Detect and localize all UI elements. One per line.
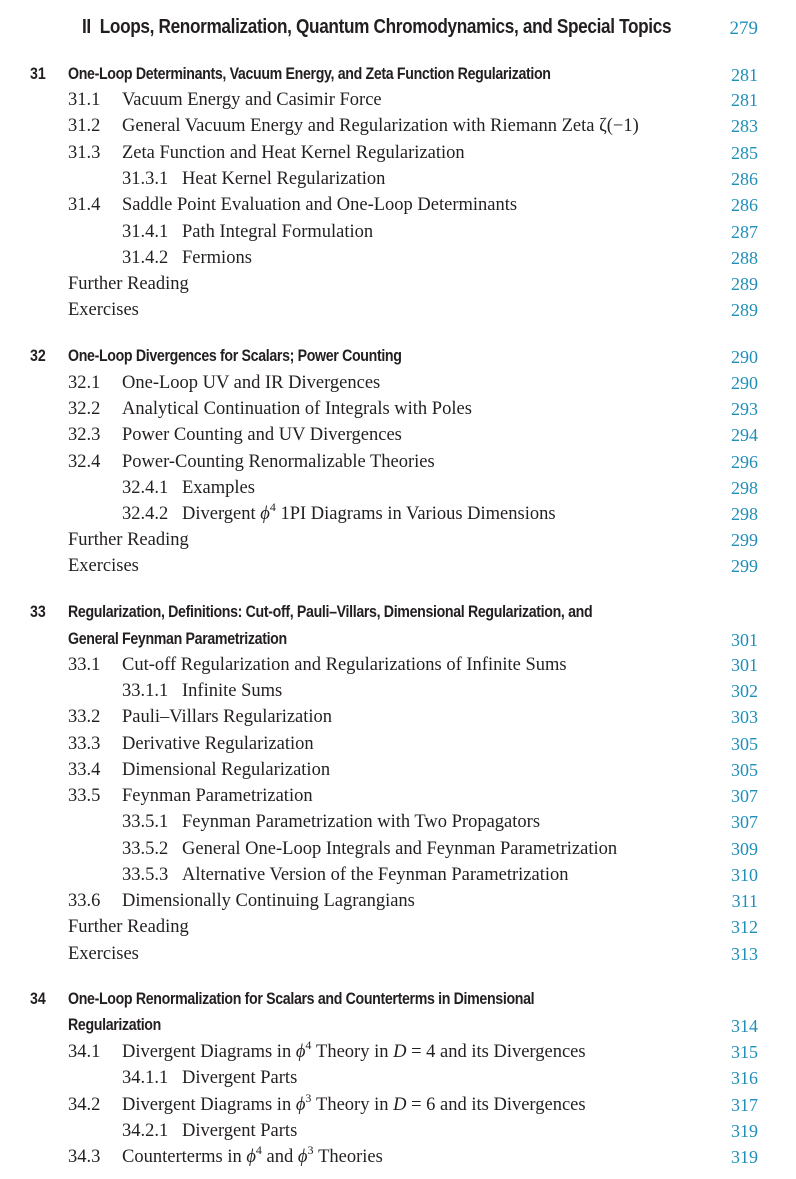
toc-entry[interactable] (0, 1068, 796, 1094)
page-number: 293 (731, 399, 758, 419)
chapter-title-line-1[interactable]: Regularization, Definitions: Cut-off, Pauli–Villars, Dimensional Regularization, and (68, 603, 593, 621)
section-number: 31.3 (68, 143, 101, 163)
section-number: 31.1 (68, 90, 101, 110)
section-number: 32.2 (68, 399, 101, 419)
entry-title: Exercises (68, 556, 139, 576)
section-number: 31.2 (68, 116, 101, 136)
part-label: II Loops, Renormalization, Quantum Chromodynamics, and Special Topics (82, 16, 672, 38)
chapter-page-number[interactable]: 290 (731, 347, 758, 367)
subsection-number: 33.5.2 (122, 839, 169, 859)
chapter-number: 33 (30, 603, 46, 621)
toc-entry[interactable] (0, 169, 796, 195)
toc-entry-exercises[interactable] (0, 944, 796, 970)
page-number: 319 (731, 1147, 758, 1167)
section-title: Power Counting and UV Divergences (122, 425, 402, 445)
page-number: 311 (731, 891, 758, 911)
page-number: 298 (731, 478, 758, 498)
chapter-title[interactable]: One-Loop Divergences for Scalars; Power Counting (68, 347, 402, 365)
subsection-title: Path Integral Formulation (182, 222, 374, 242)
subsection-number: 34.2.1 (122, 1121, 169, 1141)
toc-entry[interactable] (0, 760, 796, 786)
toc-entry[interactable] (0, 681, 796, 707)
section-title: Divergent Diagrams in $\phi^3$ Theory in D = 6 and its Divergences (122, 1091, 586, 1115)
section-title: Power-Counting Renormalizable Theories (122, 452, 435, 472)
section-number: 34.2 (68, 1095, 101, 1115)
section-title: Derivative Regularization (122, 734, 314, 754)
page-number: 305 (731, 760, 758, 780)
chapter-page-number[interactable]: 281 (731, 65, 758, 85)
page-number: 307 (731, 812, 758, 832)
section-title: Pauli–Villars Regularization (122, 707, 333, 727)
section-title: One-Loop UV and IR Divergences (122, 373, 381, 393)
subsection-title: Heat Kernel Regularization (182, 169, 386, 189)
section-title: Saddle Point Evaluation and One-Loop Determinants (122, 195, 518, 215)
section-number: 33.1 (68, 655, 101, 675)
chapter-number: 34 (30, 990, 46, 1008)
section-title: Zeta Function and Heat Kernel Regularization (122, 143, 465, 163)
page-number: 305 (731, 734, 758, 754)
subsection-number: 31.4.2 (122, 248, 169, 268)
page-number: 313 (731, 944, 758, 964)
page-number: 299 (731, 530, 758, 550)
page-number: 307 (731, 786, 758, 806)
subsection-title: Alternative Version of the Feynman Parametrization (182, 865, 569, 885)
toc-entry[interactable] (0, 478, 796, 504)
section-number: 33.3 (68, 734, 101, 754)
page-number: 286 (731, 195, 758, 215)
section-title: Divergent Diagrams in $\phi^4$ Theory in D = 4 and its Divergences (122, 1038, 586, 1062)
page-number: 294 (731, 425, 758, 445)
page-number: 287 (731, 222, 758, 242)
toc-entry[interactable] (0, 812, 796, 838)
page-number: 285 (731, 143, 758, 163)
page-number: 316 (731, 1068, 758, 1088)
page-number: 289 (731, 300, 758, 320)
page-number: 286 (731, 169, 758, 189)
section-number: 33.2 (68, 707, 101, 727)
section-number: 34.3 (68, 1147, 101, 1167)
chapter-title[interactable]: One-Loop Determinants, Vacuum Energy, and Zeta Function Regularization (68, 65, 551, 83)
section-title: Feynman Parametrization (122, 786, 313, 806)
section-number: 33.5 (68, 786, 101, 806)
chapter-number: 31 (30, 65, 46, 83)
toc-entry-exercises[interactable] (0, 300, 796, 326)
toc-entry-further-reading[interactable] (0, 274, 796, 300)
subsection-number: 34.1.1 (122, 1068, 169, 1088)
page-number: 301 (731, 655, 758, 675)
toc-entry[interactable] (0, 143, 796, 169)
page-number: 302 (731, 681, 758, 701)
toc-entry[interactable] (0, 891, 796, 917)
subsection-title: Fermions (182, 248, 252, 268)
chapter-number: 32 (30, 347, 46, 365)
page-number: 281 (731, 90, 758, 110)
subsection-title: Divergent Parts (182, 1068, 298, 1088)
subsection-number: 31.4.1 (122, 222, 169, 242)
toc-entry[interactable] (0, 116, 796, 142)
section-number: 31.4 (68, 195, 101, 215)
subsection-title: Infinite Sums (182, 681, 283, 701)
toc-entry-further-reading[interactable] (0, 530, 796, 556)
entry-title: Further Reading (68, 530, 189, 550)
toc-entry[interactable] (0, 399, 796, 425)
page-number: 303 (731, 707, 758, 727)
toc-entry[interactable] (0, 90, 796, 116)
section-title: General Vacuum Energy and Regularization with Riemann Zeta ζ(−1) (122, 116, 639, 136)
page-number: 319 (731, 1121, 758, 1141)
toc-entry[interactable] (0, 248, 796, 274)
page-number: 312 (731, 917, 758, 937)
entry-title: Further Reading (68, 274, 189, 294)
section-number: 34.1 (68, 1042, 101, 1062)
section-number: 32.4 (68, 452, 101, 472)
toc-entry[interactable] (0, 195, 796, 221)
page-number: 309 (731, 839, 758, 859)
toc-entry[interactable] (0, 1038, 796, 1068)
toc-entry[interactable] (0, 1143, 796, 1173)
entry-title: Further Reading (68, 917, 189, 937)
section-title: Dimensional Regularization (122, 760, 331, 780)
section-title: Analytical Continuation of Integrals with Poles (122, 399, 472, 419)
page-number: 290 (731, 373, 758, 393)
subsection-number: 32.4.2 (122, 504, 169, 524)
page-number: 296 (731, 452, 758, 472)
toc-entry[interactable] (0, 425, 796, 451)
page-number: 298 (731, 504, 758, 524)
toc-entry[interactable] (0, 786, 796, 812)
subsection-number: 32.4.1 (122, 478, 169, 498)
chapter-page-number[interactable]: 314 (731, 1016, 758, 1036)
section-title: Counterterms in $\phi^4$ and $\phi^3$ Theories (122, 1143, 383, 1167)
section-number: 33.6 (68, 891, 101, 911)
entry-title: Exercises (68, 944, 139, 964)
section-number: 32.3 (68, 425, 101, 445)
chapter-title-line-1[interactable]: One-Loop Renormalization for Scalars and Counterterms in Dimensional (68, 990, 535, 1008)
toc-entry[interactable] (0, 839, 796, 865)
page-number: 288 (731, 248, 758, 268)
subsection-number: 33.5.3 (122, 865, 169, 885)
page-number: 299 (731, 556, 758, 576)
section-number: 32.1 (68, 373, 101, 393)
section-title: Cut-off Regularization and Regularizations of Infinite Sums (122, 655, 567, 675)
chapter-page-number[interactable]: 301 (731, 630, 758, 650)
chapter-title-line-2[interactable]: General Feynman Parametrization (68, 630, 287, 648)
entry-title: Exercises (68, 300, 139, 320)
toc-entry[interactable] (0, 865, 796, 891)
page-number: 315 (731, 1042, 758, 1062)
subsection-number: 33.5.1 (122, 812, 169, 832)
toc-entry[interactable] (0, 373, 796, 399)
toc-entry-exercises[interactable] (0, 556, 796, 582)
toc-entry[interactable] (0, 452, 796, 478)
toc-entry[interactable] (0, 655, 796, 681)
toc-entry[interactable] (0, 1121, 796, 1147)
page-number: 317 (731, 1095, 758, 1115)
page-number: 310 (731, 865, 758, 885)
subsection-number: 33.1.1 (122, 681, 169, 701)
subsection-title: Divergent $\phi^4$ 1PI Diagrams in Various Dimensions (182, 500, 556, 524)
toc-entry[interactable] (0, 734, 796, 760)
section-title: Vacuum Energy and Casimir Force (122, 90, 382, 110)
part-page-number[interactable]: 279 (729, 18, 758, 39)
toc-entry-further-reading[interactable] (0, 917, 796, 943)
page-number: 283 (731, 116, 758, 136)
subsection-title: Feynman Parametrization with Two Propagators (182, 812, 541, 832)
subsection-title: Examples (182, 478, 255, 498)
toc-entry[interactable] (0, 222, 796, 248)
section-number: 33.4 (68, 760, 101, 780)
subsection-title: Divergent Parts (182, 1121, 298, 1141)
page-number: 289 (731, 274, 758, 294)
toc-entry[interactable] (0, 1091, 796, 1121)
toc-entry[interactable] (0, 707, 796, 733)
section-title: Dimensionally Continuing Lagrangians (122, 891, 415, 911)
toc-entry[interactable] (0, 500, 796, 530)
subsection-number: 31.3.1 (122, 169, 169, 189)
subsection-title: General One-Loop Integrals and Feynman Parametrization (182, 839, 618, 859)
chapter-title-line-2[interactable]: Regularization (68, 1016, 161, 1034)
